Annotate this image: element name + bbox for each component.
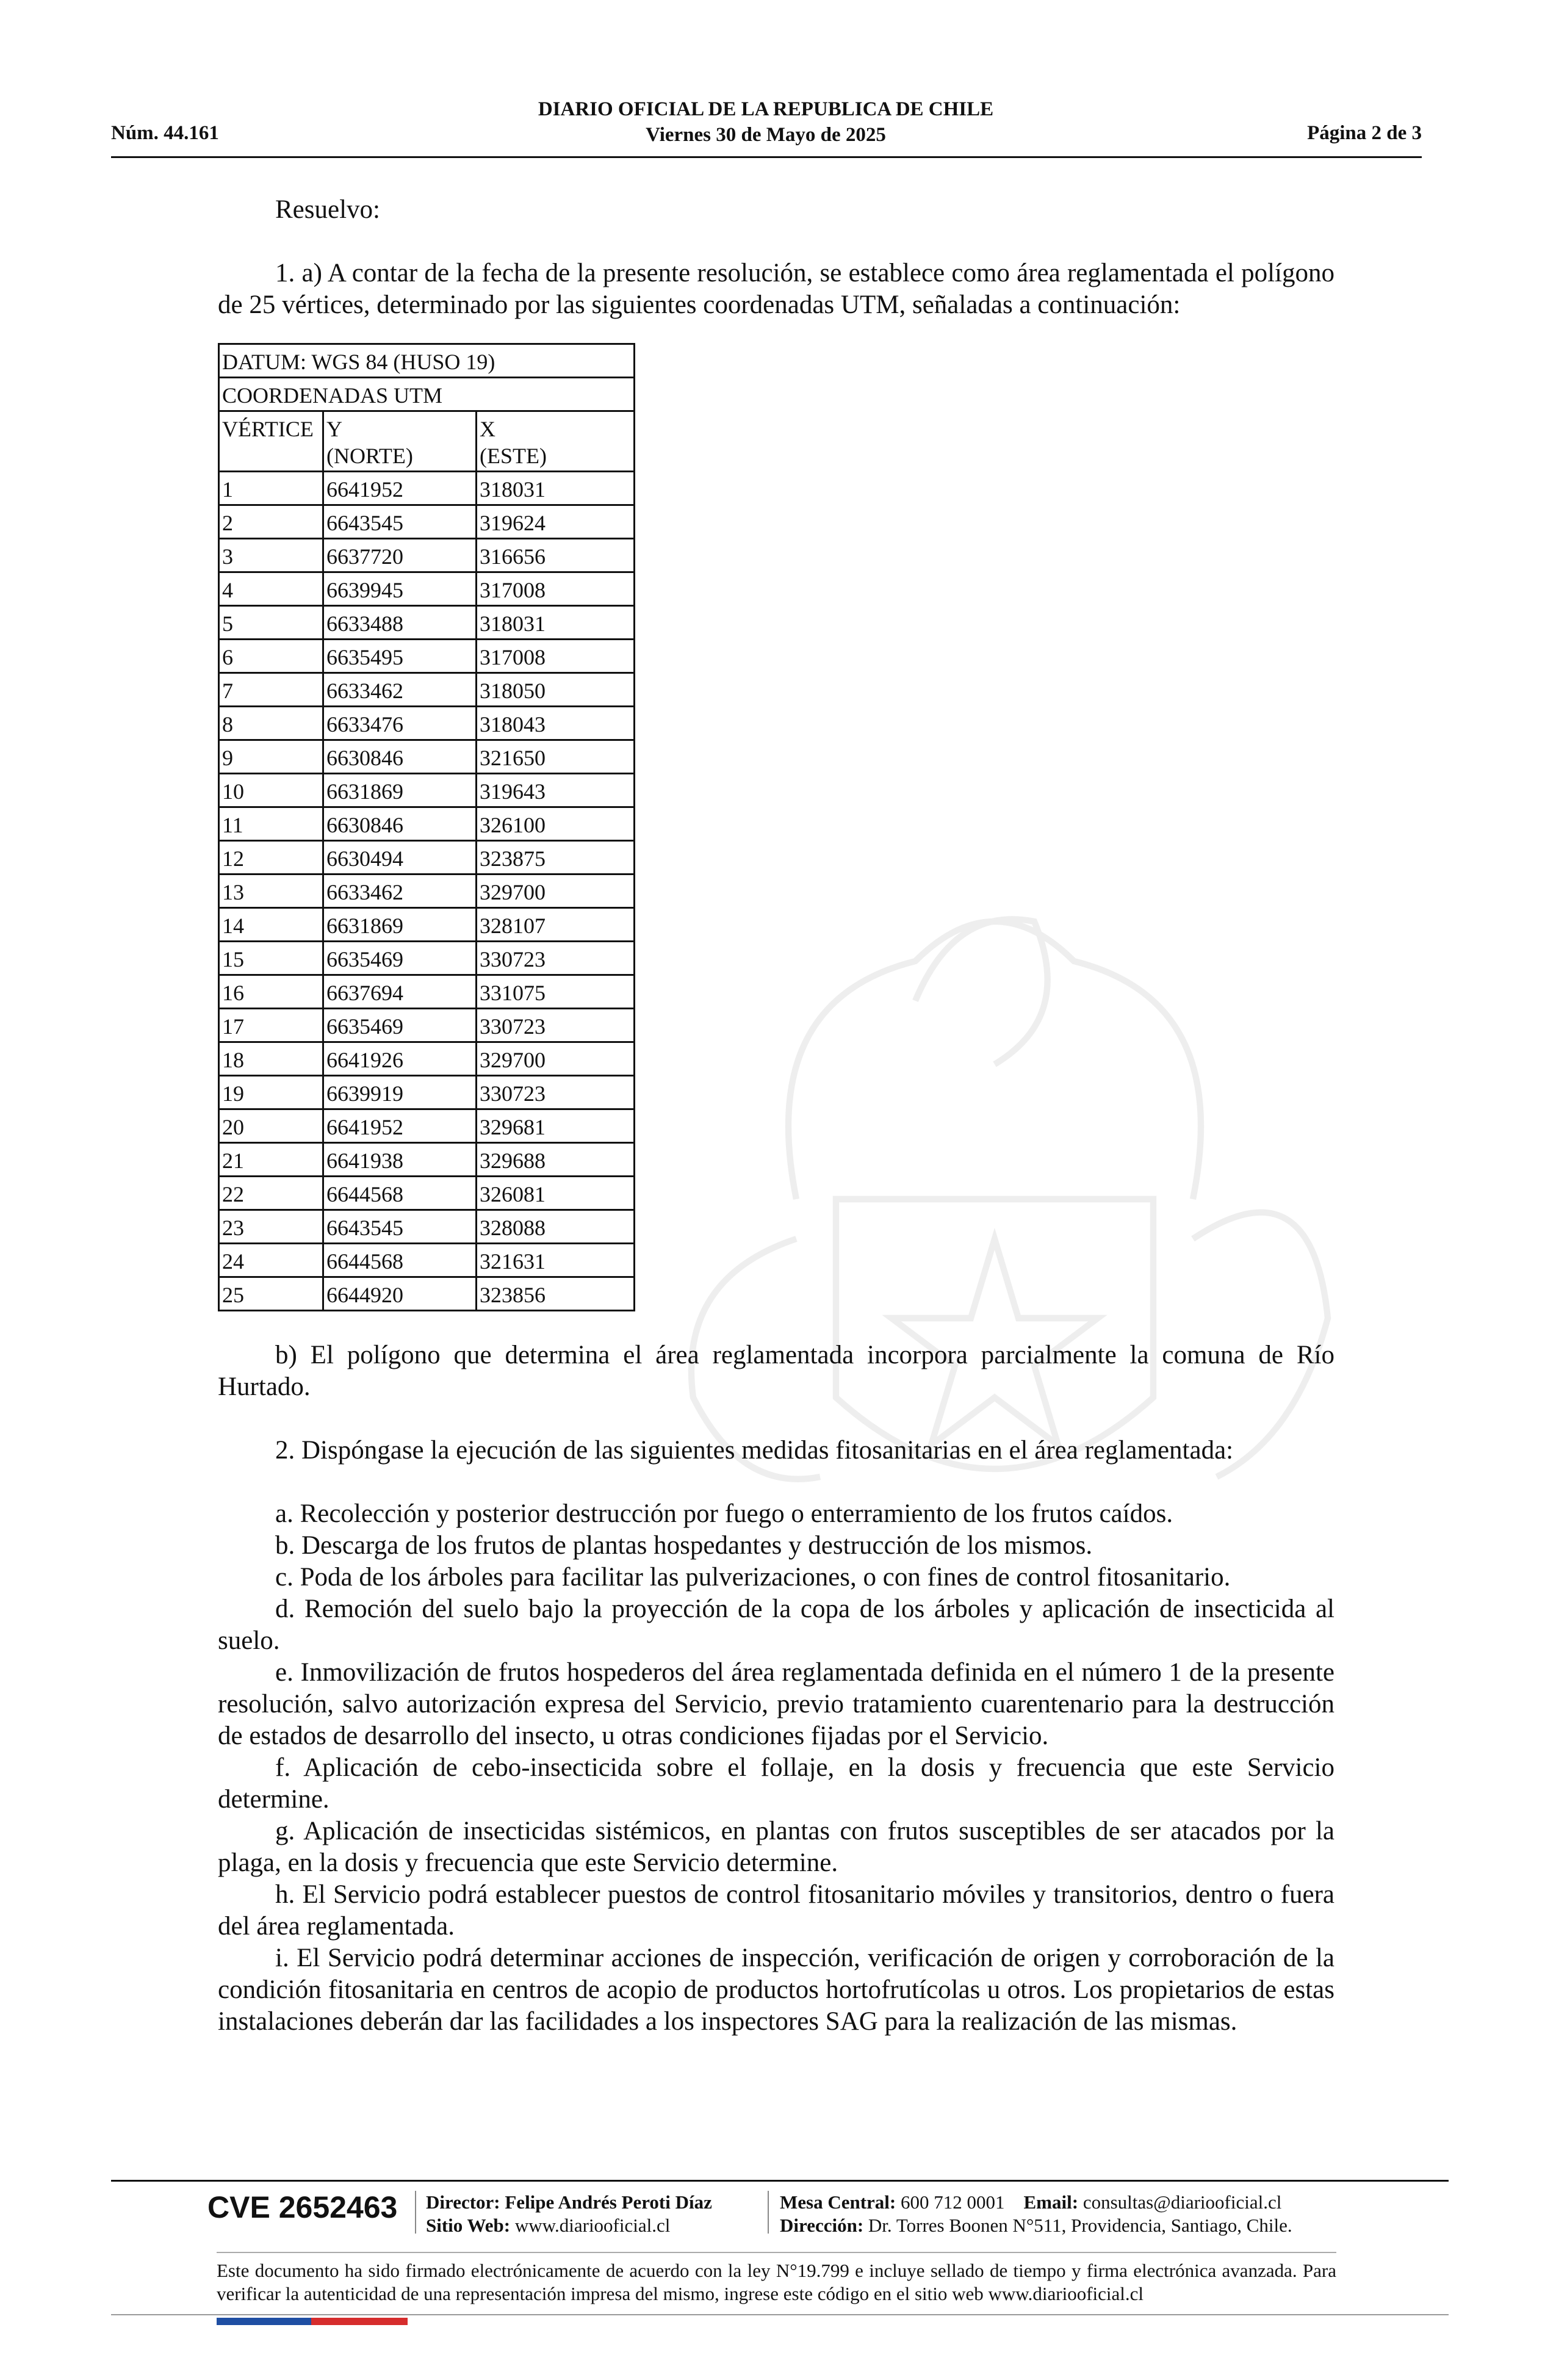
y-north-cell: 6631869: [323, 774, 477, 807]
measure-item: b. Descarga de los frutos de plantas hospedantes y destrucción de los mismos.: [275, 1531, 1093, 1560]
director-name: Felipe Andrés Peroti Díaz: [505, 2191, 712, 2213]
y-north-cell: 6639945: [323, 572, 477, 606]
table-row: [219, 942, 635, 975]
x-east-cell: 319643: [477, 774, 635, 807]
x-east-cell: 318031: [477, 606, 635, 640]
x-east-cell: 319624: [477, 505, 635, 539]
table-row: [219, 1244, 635, 1277]
footer-divider-mid: [217, 2252, 1336, 2253]
y-north-cell: 6633462: [323, 874, 477, 908]
y-north-cell: 6635495: [323, 640, 477, 673]
site-link[interactable]: www.diariooficial.cl: [514, 2215, 671, 2236]
contact-line: [780, 2191, 1292, 2214]
table-row: [219, 975, 635, 1009]
x-east-cell: 316656: [477, 539, 635, 572]
table-title-row: [219, 378, 635, 411]
table-row: [219, 1076, 635, 1109]
vertex-header: VÉRTICE: [219, 411, 323, 472]
y-north-cell: 6630846: [323, 740, 477, 774]
y-north-cell: 6641938: [323, 1143, 477, 1177]
measure-item: e. Inmovilización de frutos hospederos del área reglamentada definida en el número 1 de la presente resolución, salvo autorización expresa del Servicio, previo tratamiento cuarentenario para la destrucción de estados de desarrollo del insecto, u otras condiciones fijadas por el Servicio.: [218, 1658, 1334, 1750]
y-north-cell: 6635469: [323, 1009, 477, 1042]
x-east-cell: 323856: [477, 1277, 635, 1311]
table-row: [219, 1277, 635, 1311]
footer-separator: [415, 2191, 416, 2234]
table-row: [219, 1210, 635, 1244]
table-row: [219, 640, 635, 673]
table-row: [219, 572, 635, 606]
x-east-cell: 330723: [477, 942, 635, 975]
flag-stripe-red: [311, 2318, 408, 2325]
table-row: [219, 1109, 635, 1143]
address-line: [780, 2214, 1292, 2237]
x-east-cell: 326081: [477, 1177, 635, 1210]
table-row: [219, 472, 635, 505]
x-east-cell: 328088: [477, 1210, 635, 1244]
director-label: Director:: [426, 2191, 500, 2213]
vertex-cell: 13: [219, 874, 323, 908]
vertex-cell: 1: [219, 472, 323, 505]
measure-item: a. Recolección y posterior destrucción por fuego o enterramiento de los frutos caídos.: [275, 1499, 1173, 1528]
y-north-cell: 6630494: [323, 841, 477, 874]
vertex-cell: 9: [219, 740, 323, 774]
x-east-cell: 317008: [477, 640, 635, 673]
x-header-label: X: [480, 417, 495, 441]
table-row: [219, 505, 635, 539]
signature-note: Este documento ha sido firmado electrónicamente de acuerdo con la ley N°19.799 e incluye sellado de tiempo y firma electrónica avanzada. Para verificar la autenticidad de una representación impresa del mismo, ingrese este código en el sitio web www.diariooficial.cl: [217, 2260, 1336, 2304]
y-north-cell: 6630846: [323, 807, 477, 841]
table-header-row: [219, 411, 635, 472]
y-header-label: Y: [326, 417, 342, 441]
table-row: [219, 807, 635, 841]
vertex-cell: 24: [219, 1244, 323, 1277]
masthead: [415, 96, 1117, 148]
measure-item: g. Aplicación de insecticidas sistémicos, en plantas con frutos susceptibles de ser atacados por la plaga, en la dosis y frecuencia que este Servicio determine.: [218, 1817, 1334, 1877]
site-label: Sitio Web:: [426, 2215, 511, 2236]
measures-list: [218, 1498, 1334, 2038]
mesa-label: Mesa Central:: [780, 2191, 896, 2213]
y-north-cell: 6631869: [323, 908, 477, 942]
mesa-phone: 600 712 0001: [901, 2191, 1005, 2213]
y-north-cell: 6644568: [323, 1177, 477, 1210]
resuelvo-heading: Resuelvo:: [275, 195, 380, 224]
vertex-cell: 3: [219, 539, 323, 572]
vertex-cell: 10: [219, 774, 323, 807]
vertex-cell: 21: [219, 1143, 323, 1177]
x-east-cell: 329700: [477, 1042, 635, 1076]
table-row: [219, 606, 635, 640]
measure-item: f. Aplicación de cebo-insecticida sobre el follaje, en la dosis y frecuencia que este Servicio determine.: [218, 1753, 1334, 1814]
table-row: [219, 1143, 635, 1177]
table-row: [219, 673, 635, 707]
x-east-cell: 329688: [477, 1143, 635, 1177]
y-north-cell: 6641952: [323, 1109, 477, 1143]
vertex-cell: 18: [219, 1042, 323, 1076]
paragraph-2: 2. Dispóngase la ejecución de las siguientes medidas fitosanitarias en el área reglamentada:: [275, 1436, 1234, 1465]
email-link[interactable]: consultas@diariooficial.cl: [1082, 2191, 1282, 2213]
y-north-cell: 6637694: [323, 975, 477, 1009]
vertex-cell: 8: [219, 707, 323, 740]
vertex-cell: 25: [219, 1277, 323, 1311]
vertex-cell: 11: [219, 807, 323, 841]
footer-contact-block: [780, 2191, 1292, 2237]
issue-date: Viernes 30 de Mayo de 2025: [646, 124, 886, 146]
newspaper-title: DIARIO OFICIAL DE LA REPUBLICA DE CHILE: [538, 98, 994, 120]
coords-title-cell: COORDENADAS UTM: [219, 378, 635, 411]
x-east-cell: 321650: [477, 740, 635, 774]
table-row: [219, 908, 635, 942]
x-east-cell: 328107: [477, 908, 635, 942]
table-row: [219, 539, 635, 572]
measure-item: i. El Servicio podrá determinar acciones de inspección, verificación de origen y corroboración de la condición fitosanitaria en centros de acopio de productos hortofrutícolas u otros. Los propietarios de estas instalaciones deberán dar las facilidades a los inspectores SAG para la realización de las mismas.: [218, 1944, 1334, 2036]
x-east-cell: 318050: [477, 673, 635, 707]
flag-stripe-blue: [217, 2318, 311, 2325]
table-row: [219, 1042, 635, 1076]
x-east-cell: 321631: [477, 1244, 635, 1277]
vertex-cell: 19: [219, 1076, 323, 1109]
y-north-cell: 6641952: [323, 472, 477, 505]
vertex-cell: 5: [219, 606, 323, 640]
document-body: [218, 194, 1334, 2038]
y-north-cell: 6641926: [323, 1042, 477, 1076]
x-east-cell: 326100: [477, 807, 635, 841]
vertex-cell: 12: [219, 841, 323, 874]
footer-divider-top: [111, 2180, 1449, 2182]
measure-item: c. Poda de los árboles para facilitar las pulverizaciones, o con fines de control fitosanitario.: [275, 1563, 1231, 1592]
vertex-cell: 16: [219, 975, 323, 1009]
table-datum-row: [219, 344, 635, 378]
y-north-cell: 6633488: [323, 606, 477, 640]
x-east-cell: 318043: [477, 707, 635, 740]
table-row: [219, 1009, 635, 1042]
vertex-cell: 4: [219, 572, 323, 606]
measure-item: h. El Servicio podrá establecer puestos de control fitosanitario móviles y transitorios, dentro o fuera del área reglamentada.: [218, 1880, 1334, 1941]
table-row: [219, 740, 635, 774]
vertex-cell: 7: [219, 673, 323, 707]
x-header-sub: (ESTE): [480, 444, 547, 468]
issue-number: Núm. 44.161: [111, 122, 219, 144]
vertex-cell: 20: [219, 1109, 323, 1143]
table-row: [219, 707, 635, 740]
header-divider: [111, 156, 1422, 158]
y-north-cell: 6637720: [323, 539, 477, 572]
datum-cell: DATUM: WGS 84 (HUSO 19): [219, 344, 635, 378]
table-row: [219, 1177, 635, 1210]
y-north-cell: 6633476: [323, 707, 477, 740]
measure-item: d. Remoción del suelo bajo la proyección de la copa de los árboles y aplicación de insecticida al suelo.: [218, 1595, 1334, 1655]
footer-director-block: [426, 2191, 712, 2237]
x-east-cell: 329700: [477, 874, 635, 908]
y-north-cell: 6639919: [323, 1076, 477, 1109]
y-header-sub: (NORTE): [326, 444, 413, 468]
email-label: Email:: [1023, 2191, 1079, 2213]
table-row: [219, 774, 635, 807]
y-north-cell: 6635469: [323, 942, 477, 975]
address-value: Dr. Torres Boonen N°511, Providencia, Santiago, Chile.: [868, 2215, 1292, 2236]
footer-divider-bottom: [111, 2314, 1449, 2315]
paragraph-1b: b) El polígono que determina el área reglamentada incorpora parcialmente la comuna de Río Hurtado.: [218, 1341, 1334, 1401]
y-header: [323, 411, 477, 472]
vertex-cell: 17: [219, 1009, 323, 1042]
x-header: [477, 411, 635, 472]
vertex-cell: 6: [219, 640, 323, 673]
director-line: [426, 2191, 712, 2214]
cve-code: CVE 2652463: [207, 2190, 398, 2224]
vertex-cell: 14: [219, 908, 323, 942]
coordinate-rows: [219, 472, 635, 1311]
x-east-cell: 330723: [477, 1009, 635, 1042]
vertex-cell: 15: [219, 942, 323, 975]
y-north-cell: 6633462: [323, 673, 477, 707]
address-label: Dirección:: [780, 2215, 864, 2236]
vertex-cell: 23: [219, 1210, 323, 1244]
y-north-cell: 6643545: [323, 505, 477, 539]
vertex-cell: 2: [219, 505, 323, 539]
utm-coordinates-table: [218, 343, 635, 1311]
y-north-cell: 6644920: [323, 1277, 477, 1311]
table-row: [219, 841, 635, 874]
paragraph-1a: 1. a) A contar de la fecha de la presente resolución, se establece como área reglamentada el polígono de 25 vértices, determinado por las siguientes coordenadas UTM, señaladas a continuación:: [218, 259, 1334, 319]
footer-separator: [768, 2191, 769, 2234]
x-east-cell: 329681: [477, 1109, 635, 1143]
table-row: [219, 874, 635, 908]
site-line: [426, 2214, 712, 2237]
vertex-cell: 22: [219, 1177, 323, 1210]
y-north-cell: 6643545: [323, 1210, 477, 1244]
page-indicator: Página 2 de 3: [1307, 122, 1422, 144]
x-east-cell: 317008: [477, 572, 635, 606]
x-east-cell: 330723: [477, 1076, 635, 1109]
x-east-cell: 318031: [477, 472, 635, 505]
y-north-cell: 6644568: [323, 1244, 477, 1277]
x-east-cell: 323875: [477, 841, 635, 874]
x-east-cell: 331075: [477, 975, 635, 1009]
